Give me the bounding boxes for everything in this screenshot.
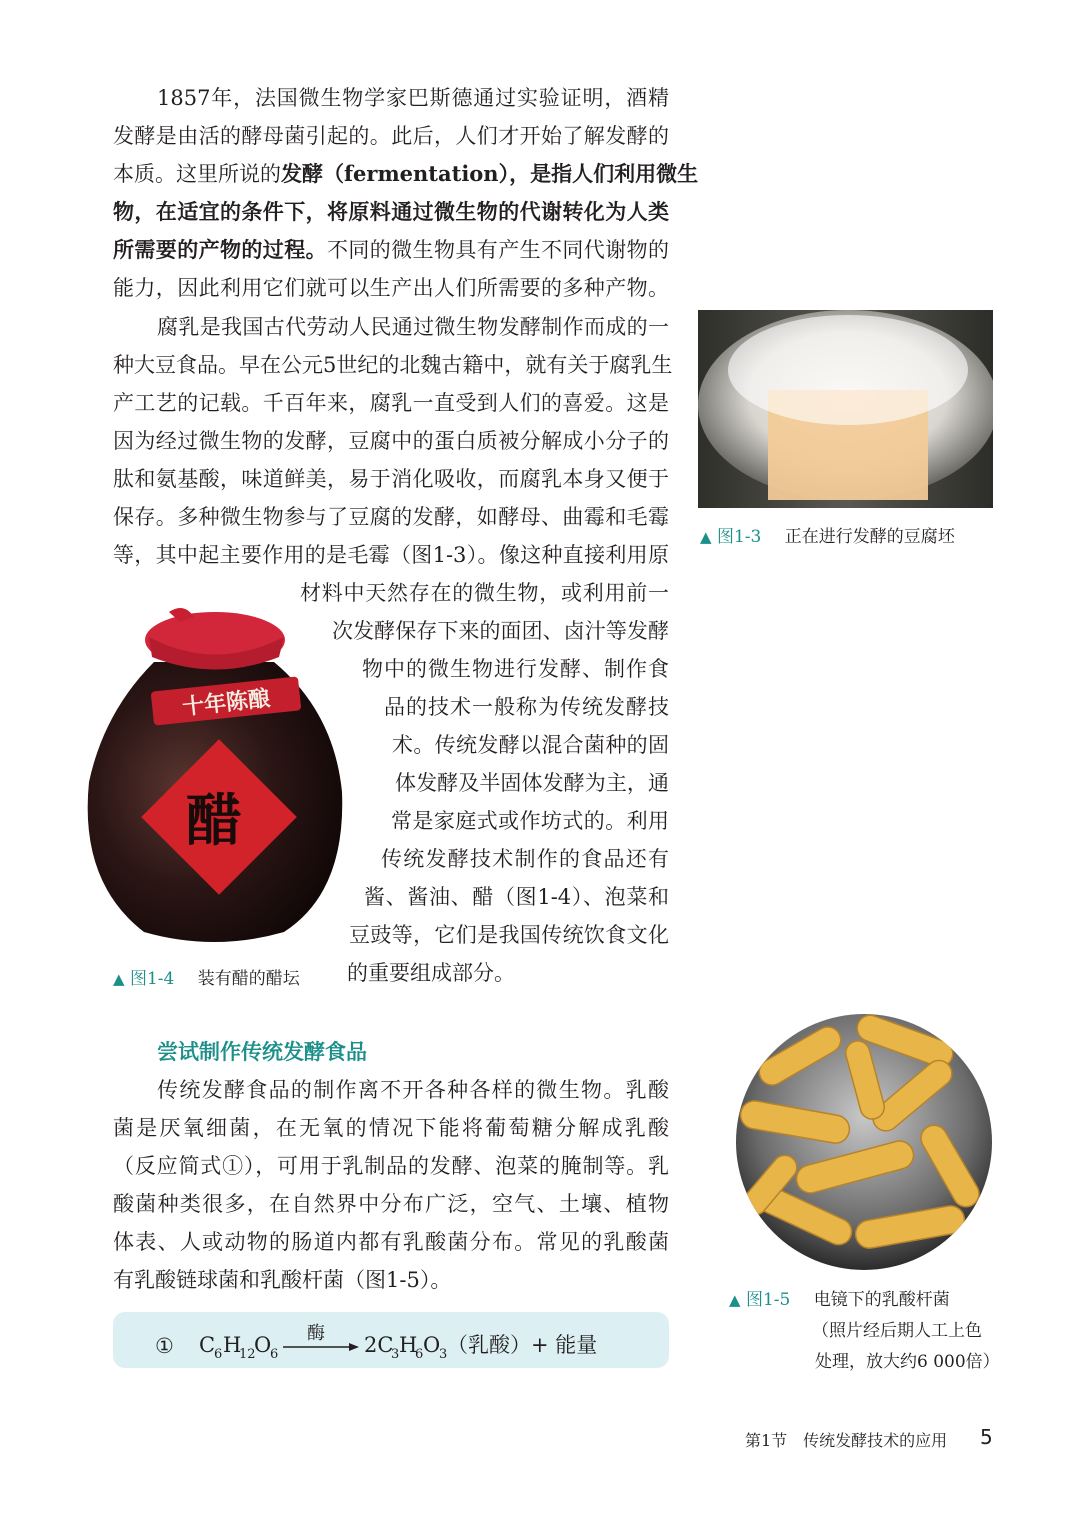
body-text-line: 因为经过微生物的发酵，豆腐中的蛋白质被分解成小分子的: [113, 429, 669, 453]
definition-text: 发酵（fermentation），是指人们利用微生: [281, 161, 699, 186]
body-text-line: 1857年，法国微生物学家巴斯德通过实验证明，酒精: [157, 86, 669, 110]
arrow-head-icon: [349, 1343, 359, 1351]
figure-caption-1-3: [700, 522, 955, 552]
reactant-o-sub: 6: [270, 1347, 279, 1362]
figure-number: 图1-5: [745, 1290, 791, 1310]
triangle-marker-icon: ▲: [729, 1291, 741, 1309]
definition-text: 所需要的产物的过程。: [113, 237, 327, 262]
page-number: 5: [980, 1425, 993, 1449]
body-text-line: 术。传统发酵以混合菌种的固: [392, 733, 669, 757]
equation-number: ①: [155, 1334, 174, 1358]
enzyme-label: 酶: [307, 1323, 325, 1344]
figure-number: 图1-3: [716, 527, 762, 547]
body-text-line: 次发酵保存下来的面团、卤汁等发酵: [332, 619, 669, 643]
reaction-equation-box: [113, 1312, 669, 1368]
body-text-line: 体发酵及半固体发酵为主，通: [395, 771, 669, 795]
caption-text: （照片经后期人工上色: [812, 1321, 982, 1341]
body-text-line: 等，其中起主要作用的是毛霉（图1-3）。像这种直接利用原: [113, 543, 669, 567]
reactant-o: O: [254, 1333, 272, 1357]
product-name: （乳酸）+ 能量: [447, 1333, 598, 1357]
fermenting-tofu-photo: [698, 310, 993, 508]
product-o: O: [423, 1333, 441, 1357]
jar-character: 醋: [186, 788, 242, 854]
body-text-line: 常是家庭式或作坊式的。利用: [391, 809, 669, 833]
figure-caption-1-4: [113, 964, 300, 994]
body-text-line: 的重要组成部分。: [347, 961, 515, 985]
jar-label-text: 十年陈酿: [181, 686, 272, 721]
body-text-line: 能力，因此利用它们就可以生产出人们所需要的多种产物。: [113, 276, 669, 300]
body-text-line: 材料中天然存在的微生物，或利用前一: [300, 581, 669, 605]
section-heading: 尝试制作传统发酵食品: [157, 1040, 367, 1064]
vinegar-jar-photo: [84, 602, 346, 944]
triangle-marker-icon: ▲: [700, 528, 712, 546]
product-h-sub: 6: [415, 1347, 424, 1362]
body-text-line: 产工艺的记载。千百年来，腐乳一直受到人们的喜爱。这是: [113, 391, 669, 415]
lactobacillus-photo: [735, 1013, 993, 1271]
body-text-line: 物中的微生物进行发酵、制作食: [362, 657, 669, 681]
figure-caption-1-5: [729, 1285, 950, 1315]
body-text-line: 菌是厌氧细菌，在无氧的情况下能将葡萄糖分解成乳酸: [113, 1116, 669, 1140]
caption-text: 处理，放大约6 000倍）: [815, 1352, 1000, 1372]
body-text-line: 保存。多种微生物参与了豆腐的发酵，如酵母、曲霉和毛霉: [113, 505, 669, 529]
body-text-line: 发酵是由活的酵母菌引起的。此后，人们才开始了解发酵的: [113, 124, 669, 148]
caption-text: 电镜下的乳酸杆菌: [813, 1290, 950, 1310]
body-text-line: 豆豉等，它们是我国传统饮食文化: [349, 923, 669, 947]
product-h: H: [399, 1333, 418, 1357]
body-text-line: 酸菌种类很多，在自然界中分布广泛，空气、土壤、植物: [113, 1192, 669, 1216]
product-coef: 2C: [364, 1333, 394, 1357]
body-text-line: 传统发酵食品的制作离不开各种各样的微生物。乳酸: [157, 1078, 669, 1102]
body-text-line: 有乳酸链球菌和乳酸杆菌（图1-5）。: [113, 1268, 452, 1292]
body-text-line: 腐乳是我国古代劳动人民通过微生物发酵制作而成的一: [157, 315, 669, 339]
definition-text: 物，在适宜的条件下，将原料通过微生物的代谢转化为人类: [113, 199, 669, 224]
body-text-line: （反应简式①），可用于乳制品的发酵、泡菜的腌制等。乳: [113, 1154, 669, 1178]
caption-text: 装有醋的醋坛: [197, 969, 300, 989]
reactant-h-sub: 12: [239, 1347, 256, 1362]
body-text-line: 酱、酱油、醋（图1-4）、泡菜和: [364, 885, 669, 909]
body-text-line: 体表、人或动物的肠道内都有乳酸菌分布。常见的乳酸菌: [113, 1230, 669, 1254]
reactant-c: C: [199, 1333, 216, 1357]
triangle-marker-icon: ▲: [113, 970, 125, 988]
body-text-line: 种大豆食品。早在公元5世纪的北魏古籍中，就有关于腐乳生: [113, 353, 673, 377]
body-text-line: [113, 231, 669, 269]
product-c-sub: 3: [391, 1347, 400, 1362]
body-text-line: 肽和氨基酸，味道鲜美，易于消化吸收，而腐乳本身又便于: [113, 467, 669, 491]
reactant-c-sub: 6: [214, 1347, 223, 1362]
body-text-segment: 本质。这里所说的: [113, 162, 281, 186]
caption-text: 正在进行发酵的豆腐坯: [784, 527, 955, 547]
body-text-line: 品的技术一般称为传统发酵技: [384, 695, 669, 719]
running-footer: 第1节 传统发酵技术的应用: [745, 1431, 948, 1450]
figure-number: 图1-4: [129, 969, 175, 989]
body-text-line: [113, 155, 699, 193]
product-o-sub: 3: [439, 1347, 448, 1362]
body-text-line: 传统发酵技术制作的食品还有: [381, 847, 669, 871]
reactant-h: H: [223, 1333, 242, 1357]
body-text-segment: 不同的微生物具有产生不同代谢物的: [327, 238, 669, 262]
